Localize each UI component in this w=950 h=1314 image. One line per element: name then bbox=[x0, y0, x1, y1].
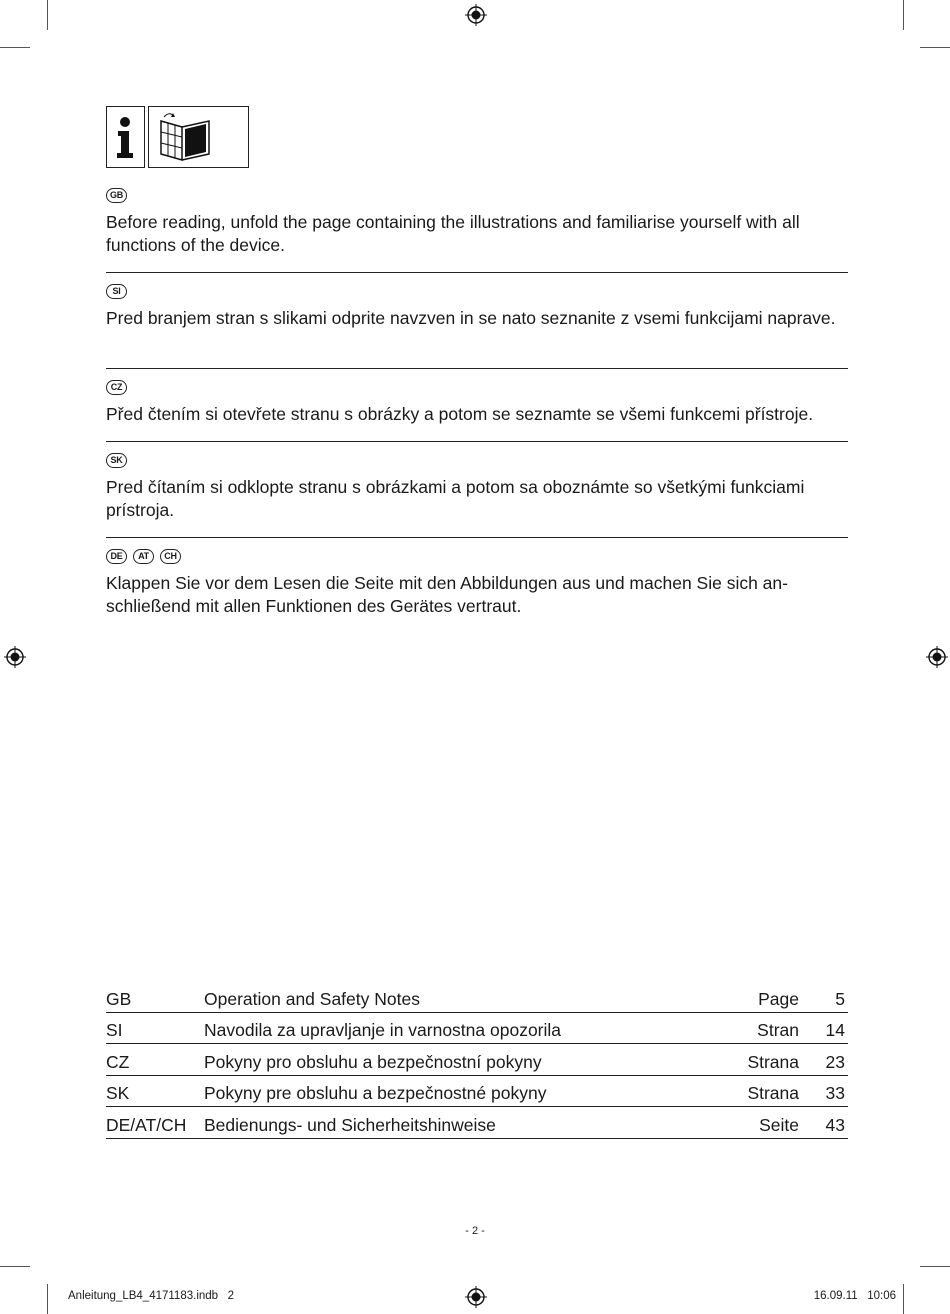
toc-page-label: Strana bbox=[709, 1044, 799, 1076]
toc-row bbox=[106, 1107, 848, 1139]
page-number: - 2 - bbox=[465, 1225, 485, 1237]
table-of-contents bbox=[106, 981, 848, 1139]
registration-mark-icon bbox=[926, 646, 948, 668]
toc-row bbox=[106, 981, 848, 1012]
crop-mark bbox=[47, 1284, 48, 1314]
divider bbox=[106, 272, 848, 273]
toc-code: CZ bbox=[106, 1044, 204, 1076]
toc-title: Pokyny pre obsluhu a bezpečnostné pokyny bbox=[204, 1075, 709, 1107]
header-icons bbox=[106, 106, 249, 168]
language-badge: GB bbox=[106, 188, 127, 203]
section-text: Před čtením si otevřete stranu s obrázky a potom se seznamte se všemi funkcemi přístroje. bbox=[106, 404, 814, 424]
divider bbox=[106, 537, 848, 538]
toc-title: Pokyny pro obsluhu a bezpečnostní pokyny bbox=[204, 1044, 709, 1076]
toc-page-number: 23 bbox=[799, 1044, 848, 1076]
section-de-at-ch bbox=[106, 549, 848, 618]
toc-row bbox=[106, 1044, 848, 1076]
toc-page-number: 14 bbox=[799, 1012, 848, 1044]
toc-code: GB bbox=[106, 981, 204, 1012]
crop-mark bbox=[903, 1284, 904, 1314]
registration-mark-icon bbox=[465, 4, 487, 26]
section-text: Before reading, unfold the page containing the illustrations and familiarise yourself with all functions of the device. bbox=[106, 212, 800, 255]
footer-date: 16.09.11 10:06 bbox=[813, 1290, 896, 1302]
language-badge: CH bbox=[160, 549, 181, 564]
divider bbox=[106, 441, 848, 442]
section-gb bbox=[106, 188, 848, 257]
registration-mark-icon bbox=[465, 1286, 487, 1308]
section-si bbox=[106, 284, 848, 330]
crop-mark bbox=[920, 47, 950, 48]
toc-title: Bedienungs- und Sicherheitshinweise bbox=[204, 1107, 709, 1139]
crop-mark bbox=[903, 0, 904, 30]
language-badge: SI bbox=[106, 284, 127, 299]
toc-title: Operation and Safety Notes bbox=[204, 981, 709, 1012]
section-text: Pred branjem stran s slikami odprite navzven in se nato seznanite z vsemi funkcijami naprave. bbox=[106, 308, 836, 328]
unfold-page-icon bbox=[148, 106, 249, 168]
toc-page-label: Page bbox=[709, 981, 799, 1012]
toc-title: Navodila za upravljanje in varnostna opozorila bbox=[204, 1012, 709, 1044]
info-icon bbox=[106, 106, 145, 168]
toc-page-label: Seite bbox=[709, 1107, 799, 1139]
toc-page-number: 43 bbox=[799, 1107, 848, 1139]
toc-page-number: 33 bbox=[799, 1075, 848, 1107]
toc-code: SI bbox=[106, 1012, 204, 1044]
language-badge: DE bbox=[106, 549, 127, 564]
section-sk bbox=[106, 453, 848, 522]
divider bbox=[106, 368, 848, 369]
toc-page-label: Stran bbox=[709, 1012, 799, 1044]
crop-mark bbox=[0, 47, 30, 48]
section-cz bbox=[106, 380, 848, 426]
registration-mark-icon bbox=[4, 646, 26, 668]
section-text: Klappen Sie vor dem Lesen die Seite mit den Abbildungen aus und machen Sie sich an-schließend mit allen Funktionen des Gerätes vertraut. bbox=[106, 573, 788, 616]
toc-code: SK bbox=[106, 1075, 204, 1107]
footer-file: Anleitung_LB4_4171183.indb 2 bbox=[68, 1290, 235, 1302]
toc-page-number: 5 bbox=[799, 981, 848, 1012]
toc-page-label: Strana bbox=[709, 1075, 799, 1107]
toc-code: DE/AT/CH bbox=[106, 1107, 204, 1139]
language-badge: CZ bbox=[106, 380, 127, 395]
language-badge: AT bbox=[133, 549, 154, 564]
section-text: Pred čítaním si odklopte stranu s obrázkami a potom sa oboznámte so všetkými funkciami prístroja. bbox=[106, 477, 805, 520]
toc-row bbox=[106, 1075, 848, 1107]
crop-mark bbox=[920, 1266, 950, 1267]
toc-row bbox=[106, 1012, 848, 1044]
crop-mark bbox=[47, 0, 48, 30]
language-badge: SK bbox=[106, 453, 127, 468]
crop-mark bbox=[0, 1266, 30, 1267]
